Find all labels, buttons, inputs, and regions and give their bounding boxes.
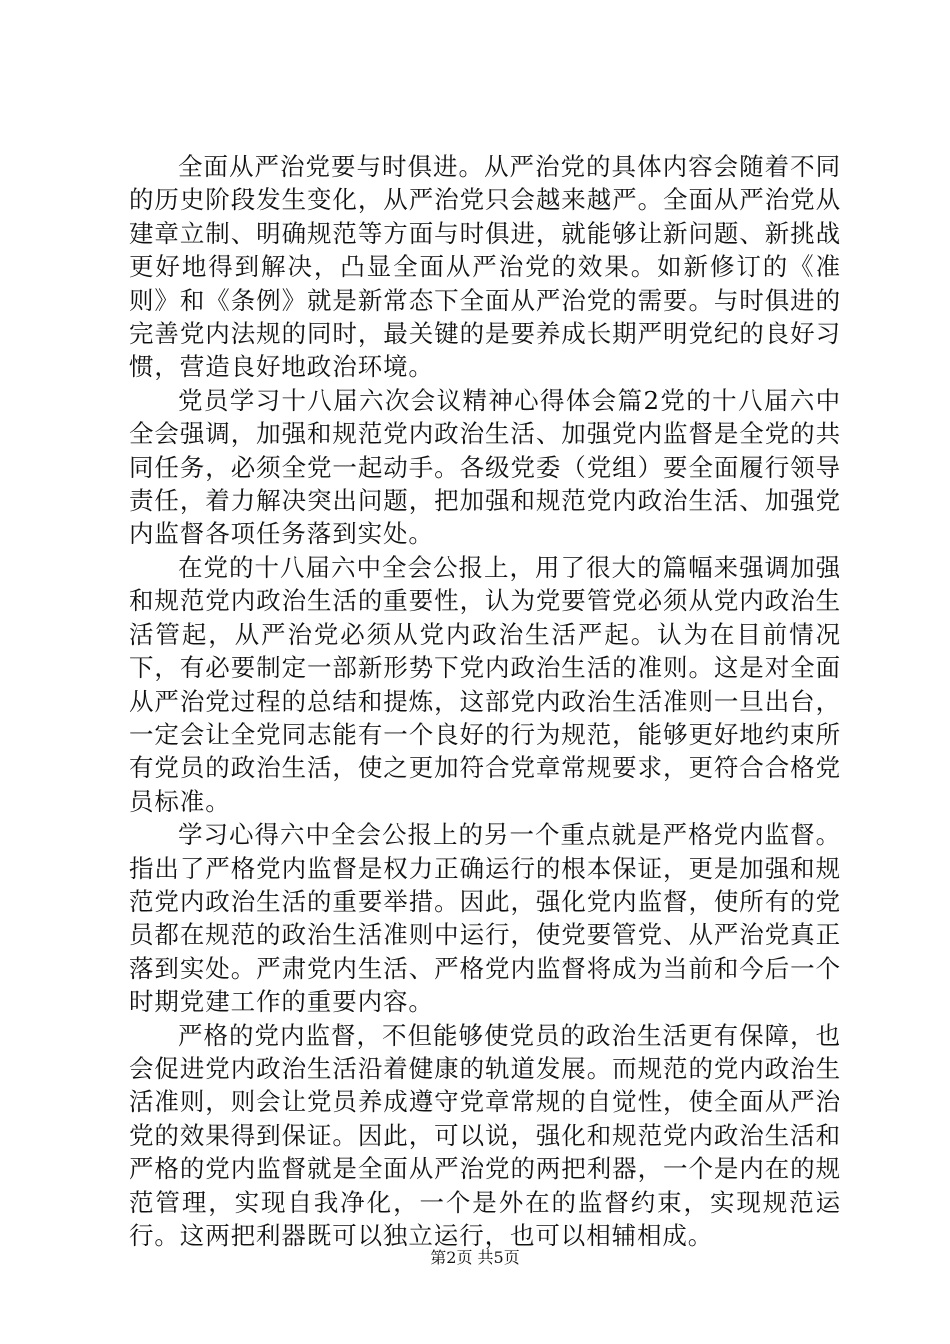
paragraph-3: 在党的十八届六中全会公报上，用了很大的篇幅来强调加强和规范党内政治生活的重要性，认为党要管党必须从党内政治生活管起，从严治党必须从党内政治生活严起。认为在目前情况下，有必要制定一部新形势下党内政治生活的准则。这是对全面从严治党过程的总结和提炼，这部党内政治生活准则一旦出台，一定会让全党同志能有一个良好的行为规范，能够更好地约束所有党员的政治生活，使之更加符合党章常规要求，更符合合格党员标准。 (129, 552, 841, 816)
paragraph-4: 学习心得六中全会公报上的另一个重点就是严格党内监督。指出了严格党内监督是权力正确运行的根本保证，更是加强和规范党内政治生活的重要举措。因此，强化党内监督，使所有的党员都在规范的政治生活准则中运行，使党要管党、从严治党真正落到实处。严肃党内生活、严格党内监督将成为当前和今后一个时期党建工作的重要内容。 (129, 820, 841, 1017)
paragraph-1: 全面从严治党要与时俱进。从严治党的具体内容会随着不同的历史阶段发生变化，从严治党只会越来越严。全面从严治党从建章立制、明确规范等方面与时俱进，就能够让新问题、新挑战更好地得到解决，凸显全面从严治党的效果。如新修订的《准则》和《条例》就是新常态下全面从严治党的需要。与时俱进的完善党内法规的同时，最关键的是要养成长期严明党纪的良好习惯，营造良好地政治环境。 (129, 152, 841, 382)
paragraph-2: 党员学习十八届六次会议精神心得体会篇2党的十八届六中全会强调，加强和规范党内政治生活、加强党内监督是全党的共同任务，必须全党一起动手。各级党委（党组）要全面履行领导责任，着力解决突出问题，把加强和规范党内政治生活、加强党内监督各项任务落到实处。 (129, 385, 841, 549)
paragraph-5: 严格的党内监督，不但能够使党员的政治生活更有保障，也会促进党内政治生活沿着健康的轨道发展。而规范的党内政治生活准则，则会让党员养成遵守党章常规的自觉性，使全面从严治党的效果得到保证。因此，可以说，强化和规范党内政治生活和严格的党内监督就是全面从严治党的两把利器，一个是内在的规范管理，实现自我净化，一个是外在的监督约束，实现规范运行。这两把利器既可以独立运行，也可以相辅相成。 (129, 1020, 841, 1250)
page-number-footer: 第2页 共5页 (430, 1248, 520, 1267)
document-body (129, 150, 841, 1252)
